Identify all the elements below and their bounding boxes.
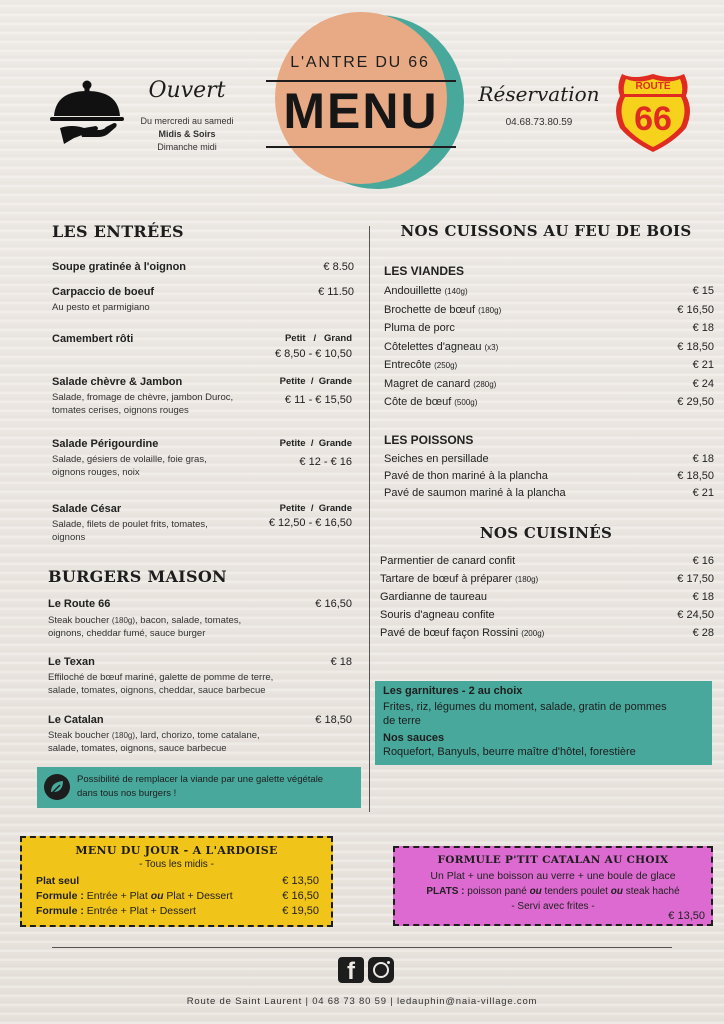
item-label bbox=[384, 396, 477, 408]
item-desc: salade, tomates, oignons, sauce barbecue bbox=[48, 743, 227, 754]
item-price: € 24,50 bbox=[677, 609, 714, 621]
item-desc: Salade, gésiers de volaille, foie gras, bbox=[52, 454, 207, 465]
item-label bbox=[380, 573, 538, 585]
open-services: Midis & Soirs bbox=[158, 129, 216, 139]
item-price: € 24 bbox=[692, 377, 714, 390]
item-price: € 18,50 bbox=[677, 340, 714, 353]
garnitures-text-2: de terre bbox=[383, 715, 421, 727]
item-name: Souris d'agneau confite bbox=[380, 609, 495, 621]
item-price: € 16,50 bbox=[677, 303, 714, 316]
menu-row bbox=[384, 453, 714, 465]
item-desc: Steak boucher (180g), lard, chorizo, tome catalane, bbox=[48, 730, 260, 741]
leaf-icon bbox=[44, 774, 70, 800]
menu-row bbox=[380, 573, 714, 585]
menu-title: MENU bbox=[283, 83, 439, 139]
menu-row bbox=[384, 487, 714, 499]
menu-row bbox=[380, 627, 714, 639]
item-label bbox=[384, 453, 489, 465]
formule-2-price: € 19,50 bbox=[282, 905, 319, 917]
item-unit: (500g) bbox=[454, 398, 478, 407]
formule-1-price: € 16,50 bbox=[282, 890, 319, 902]
size-header: Petite / Grande bbox=[279, 438, 352, 449]
item-desc: oignons, cheddar fumé, sauce burger bbox=[48, 628, 206, 639]
item-price: € 17,50 bbox=[677, 573, 714, 585]
entree-carpaccio bbox=[52, 286, 354, 298]
item-name: Tartare de bœuf à préparer bbox=[380, 573, 513, 585]
formule-catalan-plats: PLATS : poisson pané ou tenders poulet ou steak haché bbox=[426, 886, 680, 897]
vegetal-note-box bbox=[37, 767, 361, 808]
item-label bbox=[384, 322, 455, 334]
garnitures-title: Les garnitures - 2 au choix bbox=[383, 685, 523, 697]
item-desc: oignons rouges, noix bbox=[52, 467, 140, 478]
menu-row bbox=[380, 591, 714, 603]
restaurant-name: L'ANTRE DU 66 bbox=[290, 54, 430, 71]
item-price: € 18,50 bbox=[677, 470, 714, 482]
item-unit: (140g) bbox=[444, 287, 468, 296]
item-desc: Salade, filets de poulet frits, tomates, bbox=[52, 519, 208, 530]
item-unit: (200g) bbox=[521, 629, 545, 638]
vegetal-note-line2: dans tous nos burgers ! bbox=[77, 788, 177, 799]
instagram-icon[interactable] bbox=[368, 957, 394, 983]
item-price: € 15 bbox=[692, 285, 714, 297]
menu-jour-title: MENU DU JOUR - A L'ARDOISE bbox=[75, 844, 278, 857]
entree-soupe bbox=[52, 261, 354, 273]
menu-row bbox=[384, 285, 714, 297]
item-price: € 8,50 - € 10,50 bbox=[274, 348, 352, 360]
item-unit: (180g) bbox=[478, 305, 502, 315]
route-66-badge bbox=[614, 70, 692, 154]
formule-2: Formule : Entrée + Plat + Dessert bbox=[36, 905, 196, 917]
item-label bbox=[384, 378, 496, 390]
item-unit: (250g) bbox=[434, 361, 458, 370]
menu-du-jour-box bbox=[20, 836, 333, 927]
cuisines-title: NOS CUISINÉS bbox=[479, 524, 613, 542]
item-price: € 18 bbox=[692, 453, 714, 465]
menu-jour-subtitle: - Tous les midis - bbox=[139, 859, 214, 870]
item-desc: tomates cerises, oignons rouges bbox=[52, 405, 189, 416]
entree-cesar bbox=[52, 503, 352, 515]
formule-1: Formule : Entrée + Plat ou Plat + Dessert bbox=[36, 890, 233, 902]
column-divider bbox=[369, 226, 370, 812]
menu-row bbox=[384, 341, 714, 353]
open-sunday: Dimanche midi bbox=[157, 142, 217, 152]
facebook-glyph: f bbox=[347, 958, 355, 983]
item-price: € 21 bbox=[692, 359, 714, 371]
entrees-title: LES ENTRÉES bbox=[52, 222, 184, 241]
burger-texan bbox=[48, 656, 352, 668]
item-name: Pavé de bœuf façon Rossini bbox=[380, 627, 519, 639]
item-price: € 8.50 bbox=[323, 261, 354, 273]
reservation-phone[interactable]: 04.68.73.80.59 bbox=[505, 117, 573, 128]
item-name: Soupe gratinée à l'oignon bbox=[52, 261, 187, 273]
item-name: Magret de canard bbox=[384, 377, 471, 390]
menu-row bbox=[384, 304, 714, 316]
item-name: Entrecôte bbox=[384, 359, 432, 371]
poissons-title: LES POISSONS bbox=[384, 433, 474, 447]
facebook-icon[interactable] bbox=[338, 957, 364, 983]
vegetal-note-line1: Possibilité de remplacer la viande par une galette végétale bbox=[77, 774, 324, 785]
size-header: Petite / Grande bbox=[279, 503, 352, 514]
footer-address: Route de Saint Laurent | 04 68 73 80 59 | ledauphin@naia-village.com bbox=[186, 996, 538, 1007]
item-price: € 16 bbox=[692, 555, 714, 567]
item-unit: (280g) bbox=[473, 379, 497, 389]
formule-catalan-box bbox=[393, 846, 713, 926]
item-price: € 12 - € 16 bbox=[299, 456, 352, 468]
item-label bbox=[384, 304, 501, 316]
item-name: Côte de bœuf bbox=[384, 396, 452, 408]
entree-perigourdine bbox=[52, 438, 352, 450]
plat-seul-label: Plat seul bbox=[36, 875, 80, 887]
item-name: Le Catalan bbox=[48, 714, 104, 726]
menu-row bbox=[384, 322, 714, 334]
item-name: Camembert rôti bbox=[52, 333, 134, 345]
item-price: € 18 bbox=[330, 656, 352, 668]
item-price: € 28 bbox=[692, 627, 714, 639]
item-desc: salade, tomates, oignons, cheddar, sauce barbecue bbox=[48, 685, 266, 696]
item-label bbox=[384, 341, 498, 353]
burger-catalan bbox=[48, 714, 352, 726]
item-price: € 11 - € 15,50 bbox=[284, 394, 352, 406]
item-name: Pavé de thon mariné à la plancha bbox=[384, 470, 548, 482]
item-price: € 18 bbox=[692, 591, 714, 603]
item-name: Le Texan bbox=[48, 656, 95, 668]
item-name: Salade Périgourdine bbox=[52, 438, 159, 450]
item-desc: Effiloché de bœuf mariné, galette de pomme de terre, bbox=[48, 672, 274, 683]
item-name: Brochette de bœuf bbox=[384, 303, 476, 316]
item-name: Andouillette bbox=[384, 285, 442, 297]
menu-row bbox=[380, 609, 714, 621]
garnitures-box bbox=[375, 681, 712, 765]
open-days: Du mercredi au samedi bbox=[140, 116, 234, 126]
item-price: € 12,50 - € 16,50 bbox=[268, 517, 352, 529]
item-name: Parmentier de canard confit bbox=[380, 555, 516, 567]
route-badge-number: 66 bbox=[634, 100, 672, 138]
item-name: Le Route 66 bbox=[48, 598, 111, 610]
item-label bbox=[380, 555, 515, 567]
formule-catalan-price: € 13,50 bbox=[668, 910, 705, 922]
item-unit: (x3) bbox=[484, 342, 499, 352]
item-name: Seiches en persillade bbox=[384, 453, 489, 465]
item-desc: oignons bbox=[52, 532, 86, 543]
feu-de-bois-title: NOS CUISSONS AU FEU DE BOIS bbox=[400, 222, 692, 240]
item-name: Pavé de saumon mariné à la plancha bbox=[384, 487, 566, 499]
sauces-text: Roquefort, Banyuls, beurre maître d'hôtel, forestière bbox=[383, 746, 636, 758]
item-label bbox=[384, 359, 457, 371]
item-unit: (180g) bbox=[515, 575, 539, 584]
item-label bbox=[384, 470, 548, 482]
item-name: Pluma de porc bbox=[384, 322, 455, 334]
formule-catalan-line1: Un Plat + une boisson au verre + une boule de glace bbox=[430, 870, 676, 882]
item-price: € 29,50 bbox=[677, 396, 714, 408]
menu-row bbox=[380, 555, 714, 567]
item-label bbox=[380, 591, 487, 603]
menu-row bbox=[384, 359, 714, 371]
size-header: Petite / Grande bbox=[279, 376, 352, 387]
item-name: Salade César bbox=[52, 503, 122, 515]
viandes-title: LES VIANDES bbox=[384, 264, 465, 278]
footer-divider bbox=[52, 947, 672, 948]
burger-route66 bbox=[48, 598, 352, 610]
item-price: € 18,50 bbox=[315, 714, 352, 726]
item-desc: Salade, fromage de chèvre, jambon Duroc, bbox=[52, 392, 234, 403]
entree-chevre bbox=[52, 376, 352, 388]
menu-row bbox=[384, 378, 714, 390]
reservation-title: Réservation bbox=[478, 82, 600, 106]
item-label bbox=[380, 609, 495, 621]
item-desc: Steak boucher (180g), bacon, salade, tomates, bbox=[48, 615, 242, 626]
menu-row bbox=[384, 396, 714, 408]
entree-camembert bbox=[52, 333, 352, 345]
item-name: Salade chèvre & Jambon bbox=[52, 376, 183, 388]
menu-line-bottom bbox=[266, 146, 456, 148]
garnitures-text-1: Frites, riz, légumes du moment, salade, gratin de pommes bbox=[383, 701, 667, 713]
formule-catalan-title: FORMULE P'TIT CATALAN AU CHOIX bbox=[437, 854, 669, 866]
item-label bbox=[384, 285, 468, 297]
route-badge-top: ROUTE bbox=[635, 81, 671, 92]
cloche-icon bbox=[50, 76, 124, 148]
item-label bbox=[384, 487, 566, 499]
item-name: Gardianne de taureau bbox=[380, 591, 488, 603]
item-price: € 18 bbox=[692, 322, 714, 334]
item-desc: Au pesto et parmigiano bbox=[52, 302, 150, 313]
menu-row bbox=[384, 470, 714, 482]
item-name: Côtelettes d'agneau bbox=[384, 340, 482, 353]
plat-seul-price: € 13,50 bbox=[282, 875, 319, 887]
item-label bbox=[380, 627, 544, 639]
formule-catalan-frites: - Servi avec frites - bbox=[511, 901, 595, 912]
item-price: € 16,50 bbox=[315, 598, 352, 610]
item-name: Carpaccio de boeuf bbox=[52, 286, 155, 298]
size-header: Petit / Grand bbox=[284, 333, 352, 344]
sauces-title: Nos sauces bbox=[383, 732, 445, 744]
burgers-title: BURGERS MAISON bbox=[48, 567, 227, 586]
item-price: € 21 bbox=[692, 487, 714, 499]
open-title: Ouvert bbox=[148, 78, 226, 103]
item-price: € 11.50 bbox=[318, 286, 354, 298]
